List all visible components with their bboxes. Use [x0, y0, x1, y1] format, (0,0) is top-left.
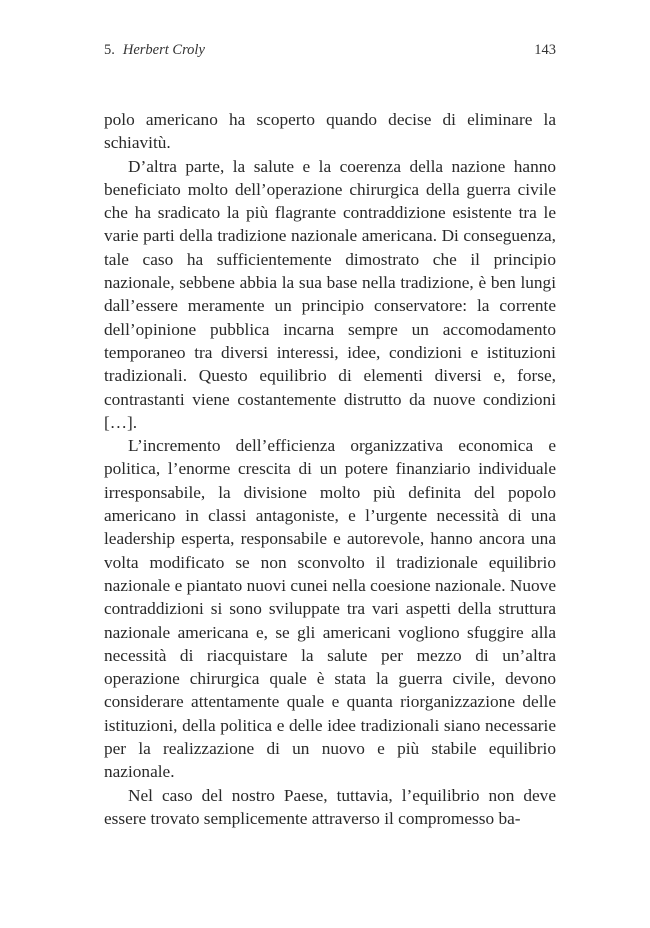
page-number: 143 [534, 42, 556, 58]
chapter-title: Herbert Croly [122, 42, 205, 58]
paragraph-continuation: polo americano ha scoperto quando decise di eliminare la schiavitù. [104, 110, 556, 153]
chapter-heading [104, 42, 205, 59]
running-header [104, 42, 556, 59]
paragraph: Nel caso del nostro Paese, tuttavia, l’equilibrio non deve essere trovato semplicemente attraverso il compromesso ba- [104, 785, 556, 828]
paragraph: L’incremento dell’efficienza organizzativa economica e politica, l’enorme crescita di un potere finanziario individuale irresponsabile, la divisione molto più definita del popolo americano in classi antagoniste, e l’urgente necessità di una leadership esperta, responsabile e autorevole, hanno ancora una volta modificato se non sconvolto il tradizionale equilibrio nazionale e piantato nuovi cunei nella coesione nazionale. Nuove contraddizioni si sono sviluppate tra vari aspetti della struttura nazionale americana e, se gli americani vogliono sfuggire alla necessità di riacquistare la salute per mezzo di un’altra operazione chirurgica quale è stata la guerra civile, devono considerare attentamente quale e quanta riorganizzazione delle istituzioni, della politica e delle idee tradizionali siano necessarie per la realizzazione di un nuovo e più stabile equilibrio nazionale. [104, 436, 556, 782]
body-text [104, 108, 556, 830]
paragraph: D’altra parte, la salute e la coerenza della nazione hanno beneficiato molto dell’operazione chirurgica della guerra civile che ha sradicato la più flagrante contraddizione esistente tra le varie parti della tradizione nazionale americana. Di conseguenza, tale caso ha sufficientemente dimostrato che il principio nazionale, sebbene abbia la sua base nella tradizione, è ben lungi dall’essere meramente un principio conservatore: la corrente dell’opinione pubblica incarna sempre un accomodamento temporaneo tra diversi interessi, idee, condizioni e istituzioni tradizionali. Questo equilibrio di elementi diversi e, forse, contrastanti viene costantemente distrutto da nuove condizioni […]. [104, 156, 556, 432]
chapter-number: 5. [104, 42, 115, 58]
